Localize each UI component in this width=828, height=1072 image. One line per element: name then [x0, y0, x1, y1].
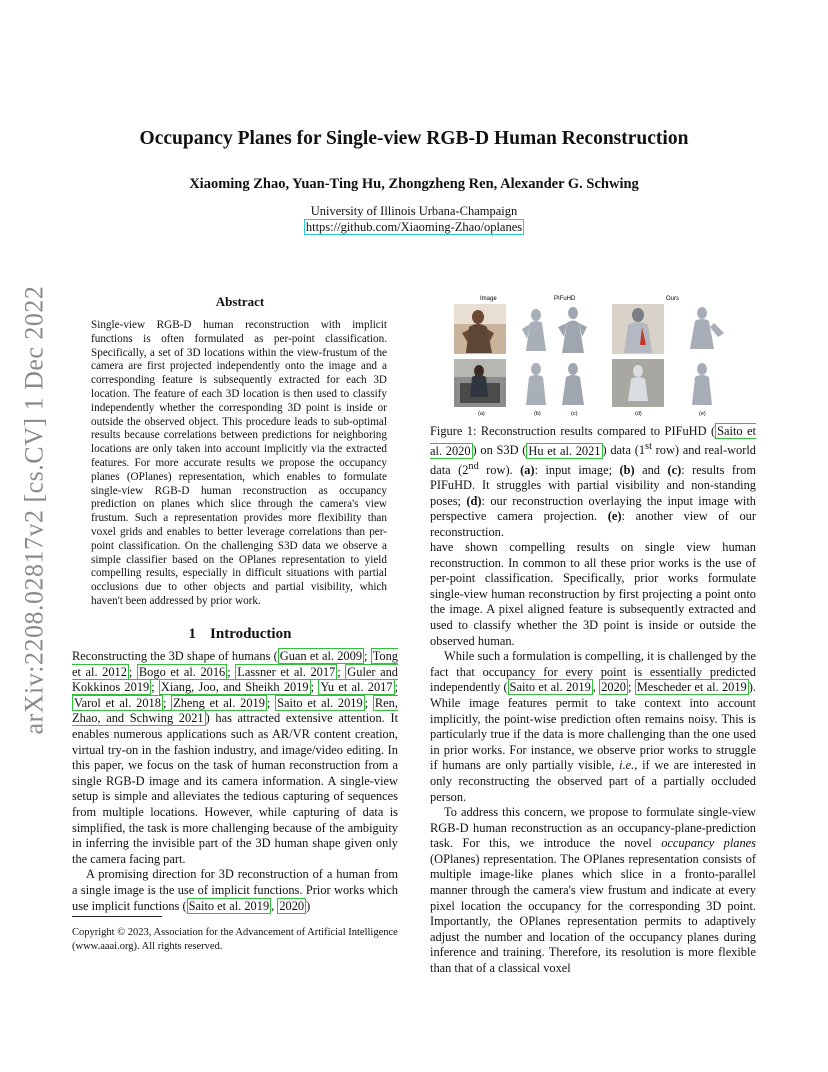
citation[interactable]: Mescheder et al. 2019	[636, 680, 747, 695]
introduction-body	[72, 649, 398, 914]
panel-label-b: (b)	[534, 411, 541, 417]
panel-label-c: (c)	[571, 411, 578, 417]
citation[interactable]: Saito et al. 2019	[509, 680, 591, 695]
citation[interactable]: Saito et al. 2019	[188, 898, 270, 913]
ours-novel-view-e	[690, 307, 724, 349]
citation[interactable]: Tong et al. 2012	[72, 649, 398, 679]
figure-col-header-image: Image	[480, 296, 497, 302]
pifuhd-result-c-real	[562, 363, 584, 405]
figure-1-caption: Figure 1: Reconstruction results compared to PIFuHD ( Saito et al. 2020 ) on S3D ( Hu et al. 2021 ) data (1st row) and real-world data (2nd row). (a): input image; (b) and (c): results from PIFuHD. It struggles with partial visibility and non-standing poses; (d): our reconstruction overlaying the input image with perspective camera projection. (e): another view of our reconstruction.	[430, 424, 757, 539]
pifuhd-result-b	[522, 309, 546, 351]
right-paragraph-3: To address this concern, we propose to formulate single-view RGB-D human reconstruction as an occupancy-plane-prediction task. For this, we introduce the novel occupancy planes (OPlanes) representation. The OPlanes representation consists of multiple image-like planes which slice in a fronto-parallel manner through the camera's view frustum and indicate at every pixel location the occupancy for the corresponding 3D point. Importantly, the OPlanes representation permits to adaptively adjust the number and location of the occupancy planes during inference and training. Therefore, its resolution is more flexible than that of a classical voxel	[430, 805, 756, 976]
author-list: Xiaoming Zhao, Yuan-Ting Hu, Zhongzheng Ren, Alexander G. Schwing	[189, 176, 639, 192]
right-column-body	[430, 540, 756, 977]
arxiv-id-text: arXiv:2208.02817v2 [cs.CV] 1 Dec 2022	[19, 285, 48, 735]
panel-label-e: (e)	[699, 411, 706, 417]
affiliation: University of Illinois Urbana-Champaign	[310, 204, 518, 218]
citation[interactable]: Guan et al. 2009	[279, 649, 363, 663]
panel-label-a: (a)	[478, 411, 485, 417]
citation[interactable]: Lassner et al. 2017	[237, 664, 336, 679]
figure-row-1	[454, 304, 724, 354]
ours-novel-view-e-real	[692, 363, 712, 405]
affiliation-block	[70, 203, 758, 235]
figure-col-header-pifuhd: PIFuHD	[554, 296, 576, 302]
citation[interactable]: Varol et al. 2018	[74, 695, 161, 710]
pifuhd-result-b-real	[526, 363, 546, 405]
pifuhd-result-c	[558, 307, 587, 353]
figure-1-panels	[452, 293, 756, 417]
repo-link[interactable]: https://github.com/Xiaoming-Zhao/oplanes	[305, 220, 523, 234]
arxiv-identifier	[10, 285, 58, 735]
citation[interactable]: Xiang, Joo, and Sheikh 2019	[160, 680, 309, 695]
figure-col-header-ours: Ours	[666, 296, 680, 302]
abstract-heading: Abstract	[215, 294, 265, 309]
intro-paragraph-2: A promising direction for 3D reconstruction of a human from a single image is the use of implicit functions. Prior works which use implicit functions ( Saito et al. 2019 , 2020 )	[72, 867, 398, 913]
citation[interactable]: Bogo et al. 2016	[138, 664, 226, 679]
paper-title: Occupancy Planes for Single-view RGB-D Human Reconstruction	[139, 128, 689, 149]
citation[interactable]: 2020	[279, 898, 305, 913]
right-paragraph-1: have shown compelling results on single view human reconstruction. In common to all these prior works is the use of per-point classification. Specifically, prior works formulate single-view human reconstruction by first projecting a point onto the image. A pixel aligned feature is subsequently extracted and used to classify whether the 3D point is inside or outside the observed human.	[430, 540, 756, 648]
citation[interactable]: Ren, Zhao, and Schwing 2021	[72, 695, 398, 726]
section-title: Introduction	[210, 626, 292, 642]
panel-label-d: (d)	[635, 411, 642, 417]
citation[interactable]: Zheng et al. 2019	[173, 695, 265, 710]
figure-row-2	[454, 359, 712, 407]
section-heading-introduction	[70, 626, 410, 643]
copyright-footnote: Copyright © 2023, Association for the Advancement of Artificial Intelligence (www.aaai.org). All rights reserved.	[72, 927, 398, 952]
citation[interactable]: Hu et al. 2021	[528, 443, 601, 458]
citation[interactable]: 2020	[601, 680, 626, 695]
citation[interactable]: Saito et al. 2019	[277, 695, 363, 710]
section-number: 1	[188, 626, 197, 642]
abstract-text: Single-view RGB-D human reconstruction with implicit functions is often formulated as per-point classification. Specifically, a set of 3D locations within the view-frustum of the camera are first projected independently onto the image and a corresponding feature is subsequently extracted for each 3D location. The feature of each 3D location is then used to classify independently whether the corresponding 3D point is inside or outside the observed object. This procedure leads to sub-optimal results because correlations between predictions for neighboring locations are only taken into account implicitly via the extracted features. For more accurate results we propose the occupancy planes (OPlanes) representation, which enables to formulate single-view RGB-D human reconstruction as occupancy prediction on planes which slice through the camera's view frustum. Such a representation provides more flexibility than voxel grids and enables to better leverage correlations than per-point classification. On the challenging S3D data we observe a simple classifier based on the OPlanes representation to yield compelling results, especially in difficult situations with partial occlusions due to other objects and partial visibility, which haven't been addressed by prior work.	[91, 319, 387, 607]
citation[interactable]: Saito et al. 2020	[430, 424, 756, 458]
citation[interactable]: Yu et al. 2017	[320, 680, 393, 695]
intro-paragraph-1: Reconstructing the 3D shape of humans ( Guan et al. 2009 ; Tong et al. 2012 ; Bogo et al. 2016 ; Lassner et al. 2017 ; Guler and Kokkinos 2019 ; Xiang, Joo, and Sheikh 2019 ; Yu et al. 2017 ; Varol et al. 2018 ; Zheng et al. 2019 ; Saito et al. 2019 ; Ren, Zhao, and Schwing 2021 ) has attracted extensive attention. It enables numerous applications such as AR/VR content creation, virtual try-on in the fashion industry, and image/video editing. In this paper, we focus on the task of human reconstruction from a single RGB-D image and its camera information. A single-view setup is simple and alleviates the tedious capturing of sequences from multiple locations. However, while capturing of data is simplified, the task is more challenging because of the ambiguity in inferring the invisible part of the 3D human shape given only the camera facing part.	[72, 649, 399, 866]
footnote-rule	[72, 916, 162, 917]
citation[interactable]: Guler and Kokkinos 2019	[72, 664, 398, 695]
right-paragraph-2: While such a formulation is compelling, it is challenged by the fact that occupancy for every point is essentially predicted independently ( Saito et al. 2019 , 2020 ; Mescheder et al. 2019 ). While image features permit to take context into account implicitly, the point-wise prediction often remains noisy. This is particularly true if the data is more challenging than the one used in prior works. For instance, we observe prior works to struggle if humans are only partially visible, i.e., if we are interested in only reconstructing the observed part of a partially occluded person.	[430, 649, 756, 804]
